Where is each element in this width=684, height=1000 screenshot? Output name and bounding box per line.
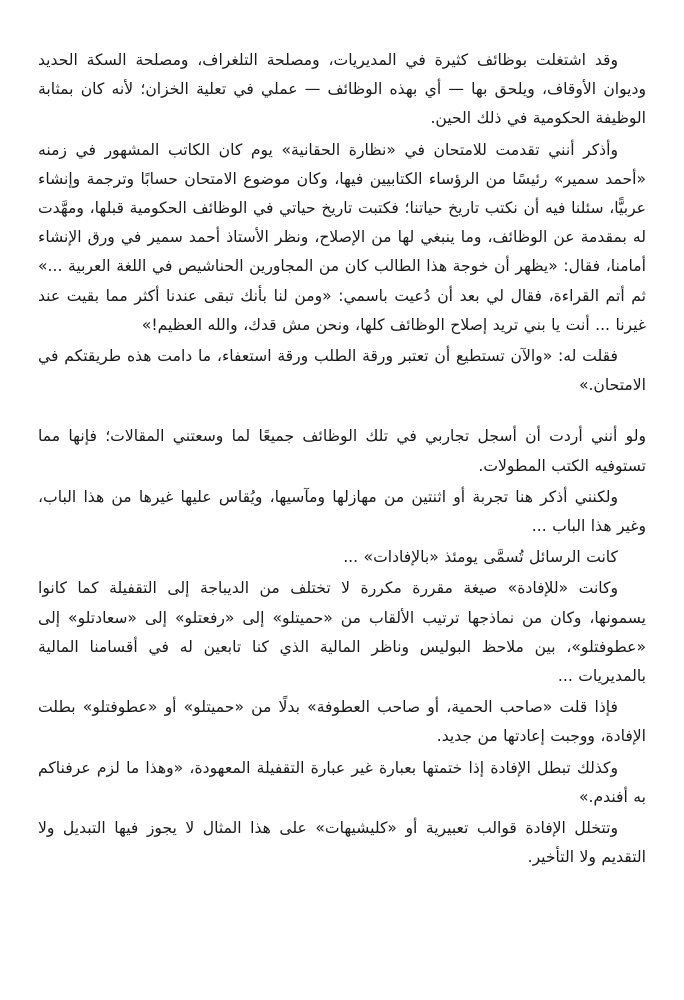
paragraph: كانت الرسائل تُسمَّى يومئذ «بالإفادات» ... bbox=[343, 548, 618, 567]
paragraph: وكانت «للإفادة» صيغة مقررة مكررة لا تختلف من الديباجة إلى التقفيلة كما كانوا يسمونها، وكان من نماذجها ترتيب الألقاب من «حميتلو» إلى «رفعتلو» إلى «سعادتلو» إلى «عطوفتلو»، بين ملاحظ البوليس وناظر المالية الذي كنا تابعين له في أقسامنا المالية بالمديريات ... bbox=[38, 579, 646, 686]
paragraph: وقد اشتغلت بوظائف كثيرة في المديريات، ومصلحة التلغراف، ومصلحة السكة الحديد وديوان الأوقاف، ويلحق بها — أي بهذه الوظائف — عملي في تعلية الخزان؛ لأنه كان بمثابة الوظيفة الحكومية في ذلك الحين. bbox=[38, 51, 646, 128]
section-spacer bbox=[38, 402, 646, 422]
paragraph: ولو أنني أردت أن أسجل تجاربي في تلك الوظائف جميعًا لما وسعتني المقالات؛ فإنها مما تستوفيه الكتب المطولات. bbox=[38, 427, 646, 475]
paragraph: فإذا قلت «صاحب الحمية، أو صاحب العطوفة» بدلًا من «حميتلو» أو «عطوفتلو» بطلت الإفادة، ووجبت إعادتها من جديد. bbox=[38, 698, 646, 746]
paragraph: وأذكر أنني تقدمت للامتحان في «نظارة الحقانية» يوم كان الكاتب المشهور في زمنه «أحمد سمير» رئيسًا من الرؤساء الكتابيين فيها، وكان موضوع الامتحان حسابًا وترجمة وإنشاء عربيًّا، سئلنا فيه أن نكتب تاريخ حياتنا؛ فكتبت تاريخ حياتي في الوظائف الحكومية قبلها، ومهَّدت له بمقدمة عن الوظائف، وما ينبغي لها من الإصلاح، ونظر الأستاذ أحمد سمير في ورق الإنشاء أمامنا، فقال: «يظهر أن خوجة هذا الطالب كان من المجاورين الحناشيص في اللغة العربية ...» ثم أتم القراءة، فقال لي بعد أن دُعيت باسمي: «ومن لنا بأنك تبقى عندنا أكثر مما بقيت عند غيرنا ... أنت يا بني تريد إصلاح الوظائف كلها، ونحن مش قدك، والله العظيم!» bbox=[38, 140, 646, 334]
document-page bbox=[38, 46, 646, 874]
paragraph: فقلت له: «والآن تستطيع أن تعتبر ورقة الطلب ورقة استعفاء، ما دامت هذه طريقتكم في الامتحان.» bbox=[38, 347, 646, 395]
paragraph: ولكنني أذكر هنا تجربة أو اثنتين من مهازلها ومآسيها، ويُقاس عليها غيرها من هذا الباب، وغير هذا الباب ... bbox=[38, 487, 646, 536]
paragraph: وكذلك تبطل الإفادة إذا ختمتها بعبارة غير عبارة التقفيلة المعهودة، «وهذا ما لزم عرفناكم به أفندم.» bbox=[38, 758, 646, 806]
section-ifadat bbox=[38, 422, 646, 872]
paragraph: وتتخلل الإفادة قوالب تعبيرية أو «كليشيهات» على هذا المثال لا يجوز فيها التبديل ولا التقديم ولا التأخير. bbox=[38, 819, 646, 867]
section-civil-service-experience bbox=[38, 46, 646, 400]
